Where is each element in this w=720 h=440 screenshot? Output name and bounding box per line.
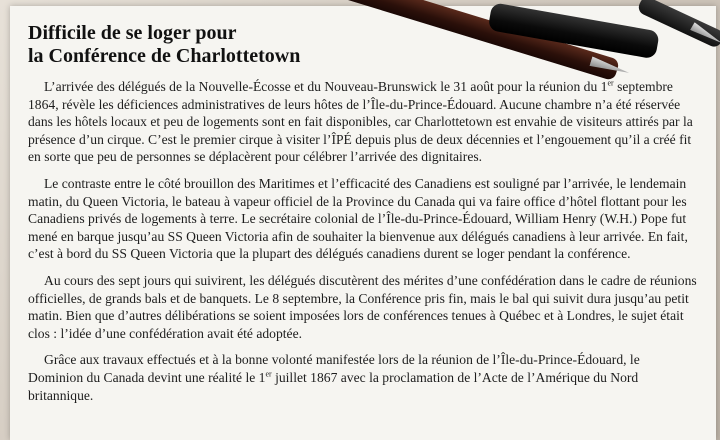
paragraph-1: L’arrivée des délégués de la Nouvelle-Écosse et du Nouveau-Brunswick le 31 août pour la réunion du 1er septembre 1864, révèle les déficiences administratives de leurs hôtes de l’Île-du-Prince-Édouard. Aucune chambre n’a été réservée dans les hôtels locaux et peu de logements sont en fait disponibles, car Charlottetown est envahie de visiteurs attirés par la présence d’un cirque. C’est le premier cirque à visiter l’ÎPÉ depuis plus de deux décennies et l’engouement qu’il a créé fit en sorte que peu de personnes se déplacèrent pour célébrer l’arrivée des dignitaires. bbox=[28, 78, 693, 165]
title-line-2: la Conférence de Charlottetown bbox=[28, 45, 301, 67]
paragraph-3: Au cours des sept jours qui suivirent, les délégués discutèrent des mérites d’une confédération dans le cadre de réunions officielles, de grands bals et de banquets. Le 8 septembre, la Conférence pris fin, mais le bal qui suivit dura jusqu’au petit matin. Bien que d’autres délibérations se soient imposées lors de conférences tenues à Québec et à Londres, le sujet était clos : l’idée d’une confédération avait été adoptée. bbox=[28, 272, 697, 341]
article-body bbox=[28, 78, 698, 413]
paragraph-2: Le contraste entre le côté brouillon des Maritimes et l’efficacité des Canadiens est souligné par l’arrivée, le lendemain matin, du Queen Victoria, le bateau à vapeur officiel de la Province du Canada qui va faire office d’hôtel flottant pour les Canadiens privés de logements à terre. Le secrétaire colonial de l’Île-du-Prince-Édouard, William Henry (W.H.) Pope fut mené en barque jusqu’au SS Queen Victoria afin de souhaiter la bienvenue aux délégués canadiens à leur arrivée. En fait, c’est à bord du SS Queen Victoria que la plupart des délégués canadiens durent se loger pendant la conférence. bbox=[28, 175, 688, 262]
paragraph-4: Grâce aux travaux effectués et à la bonne volonté manifestée lors de la réunion de l’Île-du-Prince-Édouard, le Dominion du Canada devint une réalité le 1er juillet 1867 avec la proclamation de l’Acte de l’Amérique du Nord britannique. bbox=[28, 352, 640, 403]
title-line-1: Difficile de se loger pour bbox=[28, 22, 237, 44]
page-title bbox=[28, 22, 300, 68]
